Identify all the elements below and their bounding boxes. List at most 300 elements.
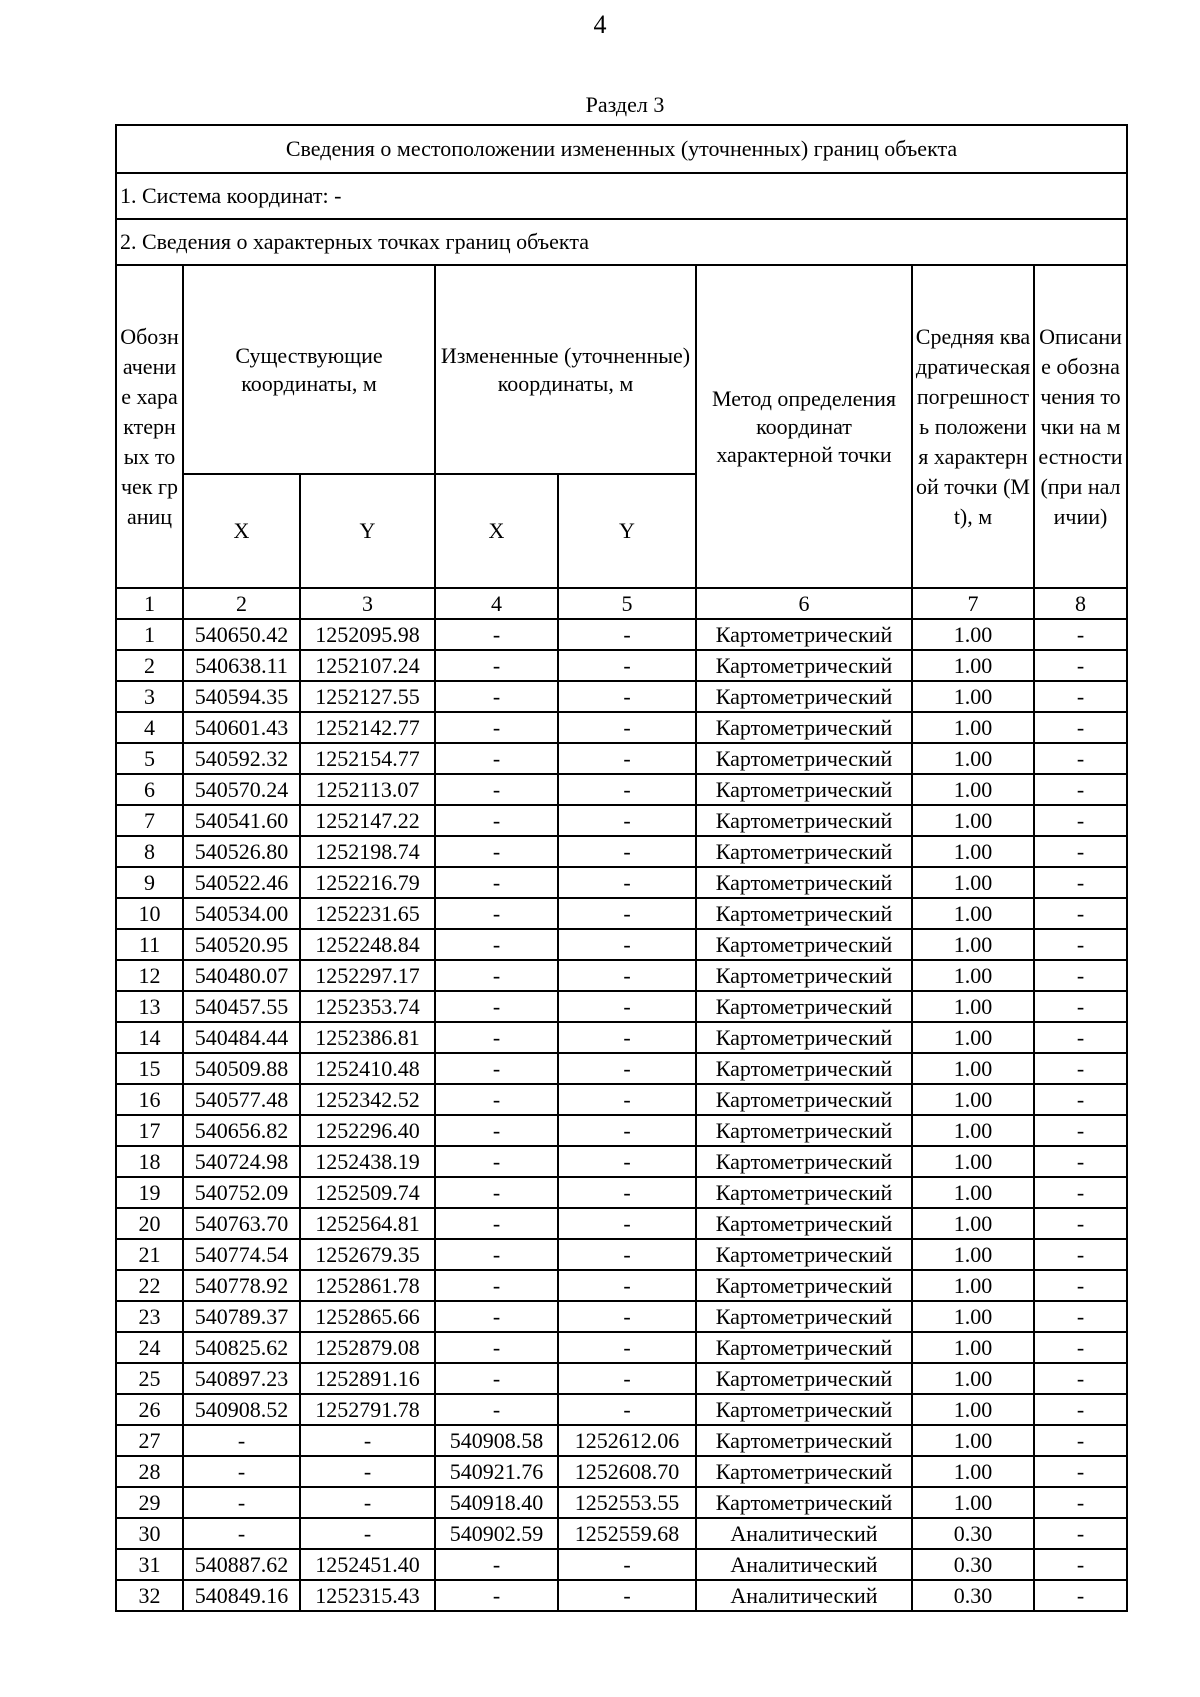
cell-changed-x: 540908.58 bbox=[435, 1425, 558, 1456]
cell-existing-x: 540534.00 bbox=[183, 898, 300, 929]
cell-mean-error: 1.00 bbox=[912, 712, 1034, 743]
cell-changed-y: - bbox=[558, 1549, 696, 1580]
table-row bbox=[116, 1084, 1127, 1115]
cell-changed-y: - bbox=[558, 836, 696, 867]
cell-existing-x: 540849.16 bbox=[183, 1580, 300, 1611]
cell-point-number: 1 bbox=[116, 619, 183, 650]
cell-method: Картометрический bbox=[696, 1022, 912, 1053]
cell-mean-error: 1.00 bbox=[912, 1115, 1034, 1146]
cell-method: Картометрический bbox=[696, 774, 912, 805]
cell-changed-y: - bbox=[558, 1394, 696, 1425]
cell-existing-x: - bbox=[183, 1518, 300, 1549]
cell-description: - bbox=[1034, 1456, 1127, 1487]
cell-method: Картометрический bbox=[696, 960, 912, 991]
cell-changed-x: - bbox=[435, 1146, 558, 1177]
cell-point-number: 20 bbox=[116, 1208, 183, 1239]
table-title: Сведения о местоположении измененных (уточненных) границ объекта bbox=[116, 125, 1127, 173]
cell-description: - bbox=[1034, 1084, 1127, 1115]
header-method: Метод определения координат характерной точки bbox=[696, 265, 912, 588]
column-numbers-row bbox=[116, 588, 1127, 619]
cell-existing-y: 1252142.77 bbox=[300, 712, 435, 743]
cell-point-number: 5 bbox=[116, 743, 183, 774]
table-row bbox=[116, 774, 1127, 805]
cell-changed-y: 1252608.70 bbox=[558, 1456, 696, 1487]
cell-existing-y: 1252891.16 bbox=[300, 1363, 435, 1394]
cell-mean-error: 1.00 bbox=[912, 1332, 1034, 1363]
cell-changed-y: - bbox=[558, 960, 696, 991]
cell-existing-x: 540650.42 bbox=[183, 619, 300, 650]
cell-existing-y: 1252296.40 bbox=[300, 1115, 435, 1146]
cell-method: Картометрический bbox=[696, 619, 912, 650]
cell-changed-y: - bbox=[558, 1053, 696, 1084]
cell-mean-error: 0.30 bbox=[912, 1580, 1034, 1611]
cell-changed-y: - bbox=[558, 805, 696, 836]
table-row bbox=[116, 1115, 1127, 1146]
cell-description: - bbox=[1034, 1580, 1127, 1611]
cell-method: Картометрический bbox=[696, 1301, 912, 1332]
cell-changed-x: - bbox=[435, 650, 558, 681]
cell-changed-y: - bbox=[558, 619, 696, 650]
cell-changed-y: - bbox=[558, 1580, 696, 1611]
cell-existing-x: 540570.24 bbox=[183, 774, 300, 805]
cell-existing-y: 1252342.52 bbox=[300, 1084, 435, 1115]
cell-description: - bbox=[1034, 681, 1127, 712]
header-description: Описание обозначения точки на местности (при наличии) bbox=[1034, 265, 1127, 588]
cell-point-number: 30 bbox=[116, 1518, 183, 1549]
cell-mean-error: 1.00 bbox=[912, 1239, 1034, 1270]
cell-changed-x: - bbox=[435, 1394, 558, 1425]
header-changed-coordinates: Измененные (уточненные) координаты, м bbox=[435, 265, 696, 474]
cell-point-number: 22 bbox=[116, 1270, 183, 1301]
cell-existing-x: 540724.98 bbox=[183, 1146, 300, 1177]
cell-existing-y: 1252410.48 bbox=[300, 1053, 435, 1084]
cell-existing-y: 1252095.98 bbox=[300, 619, 435, 650]
cell-point-number: 14 bbox=[116, 1022, 183, 1053]
cell-method: Картометрический bbox=[696, 1239, 912, 1270]
cell-description: - bbox=[1034, 960, 1127, 991]
cell-mean-error: 1.00 bbox=[912, 1394, 1034, 1425]
cell-point-number: 15 bbox=[116, 1053, 183, 1084]
table-row bbox=[116, 1208, 1127, 1239]
cell-description: - bbox=[1034, 898, 1127, 929]
cell-mean-error: 1.00 bbox=[912, 805, 1034, 836]
cell-existing-x: 540509.88 bbox=[183, 1053, 300, 1084]
cell-existing-y: 1252147.22 bbox=[300, 805, 435, 836]
cell-point-number: 29 bbox=[116, 1487, 183, 1518]
cell-existing-y: - bbox=[300, 1425, 435, 1456]
cell-changed-x: - bbox=[435, 1549, 558, 1580]
cell-point-number: 3 bbox=[116, 681, 183, 712]
cell-point-number: 19 bbox=[116, 1177, 183, 1208]
cell-method: Картометрический bbox=[696, 1487, 912, 1518]
cell-changed-y: - bbox=[558, 1301, 696, 1332]
column-number: 5 bbox=[558, 588, 696, 619]
cell-mean-error: 1.00 bbox=[912, 960, 1034, 991]
cell-point-number: 25 bbox=[116, 1363, 183, 1394]
cell-method: Картометрический bbox=[696, 898, 912, 929]
cell-description: - bbox=[1034, 929, 1127, 960]
cell-changed-y: - bbox=[558, 1177, 696, 1208]
cell-changed-x: - bbox=[435, 774, 558, 805]
cell-method: Картометрический bbox=[696, 1115, 912, 1146]
cell-description: - bbox=[1034, 1363, 1127, 1394]
table-row bbox=[116, 1332, 1127, 1363]
cell-point-number: 21 bbox=[116, 1239, 183, 1270]
cell-mean-error: 1.00 bbox=[912, 681, 1034, 712]
cell-description: - bbox=[1034, 1177, 1127, 1208]
cell-method: Картометрический bbox=[696, 1332, 912, 1363]
cell-changed-y: - bbox=[558, 650, 696, 681]
cell-changed-y: - bbox=[558, 991, 696, 1022]
cell-changed-x: - bbox=[435, 1580, 558, 1611]
cell-existing-x: 540480.07 bbox=[183, 960, 300, 991]
table-row bbox=[116, 1580, 1127, 1611]
cell-existing-x: 540601.43 bbox=[183, 712, 300, 743]
table-row bbox=[116, 1363, 1127, 1394]
cell-changed-x: 540902.59 bbox=[435, 1518, 558, 1549]
cell-changed-x: - bbox=[435, 898, 558, 929]
cell-mean-error: 1.00 bbox=[912, 650, 1034, 681]
cell-changed-y: - bbox=[558, 1332, 696, 1363]
cell-existing-y: 1252386.81 bbox=[300, 1022, 435, 1053]
cell-existing-x: - bbox=[183, 1487, 300, 1518]
cell-point-number: 24 bbox=[116, 1332, 183, 1363]
cell-existing-y: 1252679.35 bbox=[300, 1239, 435, 1270]
table-row bbox=[116, 1487, 1127, 1518]
cell-existing-x: 540638.11 bbox=[183, 650, 300, 681]
cell-existing-y: 1252154.77 bbox=[300, 743, 435, 774]
cell-existing-x: 540526.80 bbox=[183, 836, 300, 867]
cell-method: Картометрический bbox=[696, 650, 912, 681]
header-point-designation: Обозначение характерных точек границ bbox=[116, 265, 183, 588]
cell-point-number: 28 bbox=[116, 1456, 183, 1487]
cell-description: - bbox=[1034, 774, 1127, 805]
cell-method: Аналитический bbox=[696, 1549, 912, 1580]
cell-changed-x: - bbox=[435, 960, 558, 991]
cell-changed-x: - bbox=[435, 619, 558, 650]
header-mean-error: Средняя квадратическая погрешность положения характерной точки (Mt), м bbox=[912, 265, 1034, 588]
cell-changed-x: - bbox=[435, 1177, 558, 1208]
header-existing-y: Y bbox=[300, 474, 435, 588]
table-row bbox=[116, 1270, 1127, 1301]
boundary-points-table bbox=[115, 124, 1128, 1612]
column-number: 8 bbox=[1034, 588, 1127, 619]
column-number: 6 bbox=[696, 588, 912, 619]
cell-point-number: 23 bbox=[116, 1301, 183, 1332]
table-row bbox=[116, 898, 1127, 929]
table-row bbox=[116, 1549, 1127, 1580]
cell-existing-x: 540752.09 bbox=[183, 1177, 300, 1208]
cell-mean-error: 0.30 bbox=[912, 1549, 1034, 1580]
table-row bbox=[116, 1456, 1127, 1487]
cell-mean-error: 1.00 bbox=[912, 1208, 1034, 1239]
cell-description: - bbox=[1034, 1301, 1127, 1332]
cell-point-number: 26 bbox=[116, 1394, 183, 1425]
cell-description: - bbox=[1034, 743, 1127, 774]
table-row bbox=[116, 619, 1127, 650]
table-row bbox=[116, 1518, 1127, 1549]
cell-mean-error: 1.00 bbox=[912, 1177, 1034, 1208]
table-row bbox=[116, 960, 1127, 991]
cell-existing-y: 1252198.74 bbox=[300, 836, 435, 867]
column-number: 1 bbox=[116, 588, 183, 619]
cell-changed-x: - bbox=[435, 929, 558, 960]
cell-description: - bbox=[1034, 1394, 1127, 1425]
cell-description: - bbox=[1034, 1487, 1127, 1518]
cell-changed-y: - bbox=[558, 1022, 696, 1053]
cell-existing-x: 540789.37 bbox=[183, 1301, 300, 1332]
table-row bbox=[116, 1177, 1127, 1208]
cell-method: Аналитический bbox=[696, 1580, 912, 1611]
cell-point-number: 13 bbox=[116, 991, 183, 1022]
cell-changed-y: - bbox=[558, 1363, 696, 1394]
cell-existing-x: 540457.55 bbox=[183, 991, 300, 1022]
cell-description: - bbox=[1034, 867, 1127, 898]
table-row bbox=[116, 1394, 1127, 1425]
cell-changed-x: 540918.40 bbox=[435, 1487, 558, 1518]
header-existing-coordinates: Существующие координаты, м bbox=[183, 265, 435, 474]
cell-existing-x: 540522.46 bbox=[183, 867, 300, 898]
cell-existing-x: 540520.95 bbox=[183, 929, 300, 960]
cell-changed-x: 540921.76 bbox=[435, 1456, 558, 1487]
cell-description: - bbox=[1034, 1549, 1127, 1580]
column-number: 4 bbox=[435, 588, 558, 619]
cell-method: Картометрический bbox=[696, 1177, 912, 1208]
section-title: Раздел 3 bbox=[585, 92, 665, 117]
cell-mean-error: 1.00 bbox=[912, 1425, 1034, 1456]
cell-existing-y: 1252297.17 bbox=[300, 960, 435, 991]
cell-method: Картометрический bbox=[696, 991, 912, 1022]
cell-method: Картометрический bbox=[696, 1084, 912, 1115]
cell-method: Картометрический bbox=[696, 1270, 912, 1301]
cell-description: - bbox=[1034, 1053, 1127, 1084]
cell-changed-x: - bbox=[435, 805, 558, 836]
cell-existing-x: 540656.82 bbox=[183, 1115, 300, 1146]
cell-description: - bbox=[1034, 619, 1127, 650]
table-row bbox=[116, 836, 1127, 867]
table-row bbox=[116, 1053, 1127, 1084]
cell-existing-x: 540592.32 bbox=[183, 743, 300, 774]
points-table-body bbox=[116, 619, 1127, 1611]
cell-point-number: 6 bbox=[116, 774, 183, 805]
cell-mean-error: 1.00 bbox=[912, 1270, 1034, 1301]
cell-method: Картометрический bbox=[696, 929, 912, 960]
cell-existing-y: - bbox=[300, 1456, 435, 1487]
cell-method: Аналитический bbox=[696, 1518, 912, 1549]
cell-point-number: 2 bbox=[116, 650, 183, 681]
table-row bbox=[116, 1239, 1127, 1270]
cell-existing-x: 540774.54 bbox=[183, 1239, 300, 1270]
cell-point-number: 18 bbox=[116, 1146, 183, 1177]
column-number: 2 bbox=[183, 588, 300, 619]
cell-existing-y: - bbox=[300, 1518, 435, 1549]
cell-mean-error: 1.00 bbox=[912, 1146, 1034, 1177]
cell-mean-error: 0.30 bbox=[912, 1518, 1034, 1549]
cell-changed-y: - bbox=[558, 1115, 696, 1146]
cell-changed-y: - bbox=[558, 1208, 696, 1239]
cell-mean-error: 1.00 bbox=[912, 1363, 1034, 1394]
cell-existing-x: - bbox=[183, 1456, 300, 1487]
table-row bbox=[116, 1146, 1127, 1177]
cell-mean-error: 1.00 bbox=[912, 1301, 1034, 1332]
cell-point-number: 8 bbox=[116, 836, 183, 867]
cell-changed-y: - bbox=[558, 867, 696, 898]
cell-changed-y: - bbox=[558, 743, 696, 774]
table-row bbox=[116, 1022, 1127, 1053]
cell-changed-x: - bbox=[435, 681, 558, 712]
cell-point-number: 32 bbox=[116, 1580, 183, 1611]
cell-existing-y: - bbox=[300, 1487, 435, 1518]
cell-point-number: 17 bbox=[116, 1115, 183, 1146]
cell-method: Картометрический bbox=[696, 712, 912, 743]
cell-changed-y: 1252559.68 bbox=[558, 1518, 696, 1549]
cell-description: - bbox=[1034, 1425, 1127, 1456]
cell-changed-y: - bbox=[558, 1084, 696, 1115]
cell-changed-x: - bbox=[435, 712, 558, 743]
cell-description: - bbox=[1034, 1208, 1127, 1239]
cell-changed-y: - bbox=[558, 774, 696, 805]
page-number: 4 bbox=[593, 10, 607, 39]
cell-existing-y: 1252127.55 bbox=[300, 681, 435, 712]
table-row bbox=[116, 1301, 1127, 1332]
table-row bbox=[116, 681, 1127, 712]
cell-mean-error: 1.00 bbox=[912, 774, 1034, 805]
table-row bbox=[116, 712, 1127, 743]
table-row bbox=[116, 929, 1127, 960]
cell-description: - bbox=[1034, 991, 1127, 1022]
column-number: 3 bbox=[300, 588, 435, 619]
table-row bbox=[116, 805, 1127, 836]
cell-existing-x: 540763.70 bbox=[183, 1208, 300, 1239]
cell-description: - bbox=[1034, 1022, 1127, 1053]
cell-mean-error: 1.00 bbox=[912, 1456, 1034, 1487]
cell-existing-y: 1252248.84 bbox=[300, 929, 435, 960]
cell-description: - bbox=[1034, 1146, 1127, 1177]
cell-existing-y: 1252438.19 bbox=[300, 1146, 435, 1177]
cell-changed-x: - bbox=[435, 1208, 558, 1239]
cell-description: - bbox=[1034, 1270, 1127, 1301]
cell-changed-x: - bbox=[435, 1022, 558, 1053]
cell-method: Картометрический bbox=[696, 1394, 912, 1425]
cell-mean-error: 1.00 bbox=[912, 619, 1034, 650]
cell-point-number: 31 bbox=[116, 1549, 183, 1580]
cell-point-number: 27 bbox=[116, 1425, 183, 1456]
cell-mean-error: 1.00 bbox=[912, 1022, 1034, 1053]
table-row bbox=[116, 991, 1127, 1022]
cell-method: Картометрический bbox=[696, 1363, 912, 1394]
cell-mean-error: 1.00 bbox=[912, 991, 1034, 1022]
cell-mean-error: 1.00 bbox=[912, 1487, 1034, 1518]
cell-existing-x: 540908.52 bbox=[183, 1394, 300, 1425]
cell-mean-error: 1.00 bbox=[912, 836, 1034, 867]
cell-mean-error: 1.00 bbox=[912, 743, 1034, 774]
cell-point-number: 11 bbox=[116, 929, 183, 960]
cell-existing-y: 1252451.40 bbox=[300, 1549, 435, 1580]
cell-point-number: 9 bbox=[116, 867, 183, 898]
cell-existing-x: 540897.23 bbox=[183, 1363, 300, 1394]
cell-changed-y: - bbox=[558, 1270, 696, 1301]
cell-existing-y: 1252879.08 bbox=[300, 1332, 435, 1363]
cell-point-number: 10 bbox=[116, 898, 183, 929]
cell-method: Картометрический bbox=[696, 1146, 912, 1177]
cell-existing-x: 540541.60 bbox=[183, 805, 300, 836]
cell-changed-x: - bbox=[435, 1115, 558, 1146]
cell-method: Картометрический bbox=[696, 1053, 912, 1084]
cell-changed-x: - bbox=[435, 1053, 558, 1084]
cell-method: Картометрический bbox=[696, 1456, 912, 1487]
cell-mean-error: 1.00 bbox=[912, 1084, 1034, 1115]
cell-description: - bbox=[1034, 836, 1127, 867]
cell-changed-y: - bbox=[558, 898, 696, 929]
cell-changed-y: 1252612.06 bbox=[558, 1425, 696, 1456]
cell-mean-error: 1.00 bbox=[912, 898, 1034, 929]
cell-existing-y: 1252113.07 bbox=[300, 774, 435, 805]
cell-method: Картометрический bbox=[696, 1425, 912, 1456]
cell-existing-x: 540825.62 bbox=[183, 1332, 300, 1363]
cell-existing-y: 1252231.65 bbox=[300, 898, 435, 929]
cell-changed-y: - bbox=[558, 681, 696, 712]
cell-point-number: 7 bbox=[116, 805, 183, 836]
cell-existing-y: 1252315.43 bbox=[300, 1580, 435, 1611]
cell-changed-x: - bbox=[435, 1084, 558, 1115]
cell-existing-x: 540778.92 bbox=[183, 1270, 300, 1301]
cell-existing-x: 540484.44 bbox=[183, 1022, 300, 1053]
header-changed-y: Y bbox=[558, 474, 696, 588]
cell-changed-y: - bbox=[558, 1239, 696, 1270]
column-number: 7 bbox=[912, 588, 1034, 619]
cell-changed-x: - bbox=[435, 1270, 558, 1301]
cell-changed-x: - bbox=[435, 1301, 558, 1332]
cell-point-number: 12 bbox=[116, 960, 183, 991]
cell-changed-x: - bbox=[435, 991, 558, 1022]
cell-existing-y: 1252353.74 bbox=[300, 991, 435, 1022]
cell-changed-y: - bbox=[558, 712, 696, 743]
cell-description: - bbox=[1034, 650, 1127, 681]
cell-existing-y: 1252861.78 bbox=[300, 1270, 435, 1301]
cell-changed-x: - bbox=[435, 867, 558, 898]
cell-description: - bbox=[1034, 1332, 1127, 1363]
cell-description: - bbox=[1034, 805, 1127, 836]
table-row bbox=[116, 650, 1127, 681]
cell-existing-y: 1252865.66 bbox=[300, 1301, 435, 1332]
cell-existing-x: 540577.48 bbox=[183, 1084, 300, 1115]
cell-existing-y: 1252107.24 bbox=[300, 650, 435, 681]
cell-existing-x: 540887.62 bbox=[183, 1549, 300, 1580]
cell-description: - bbox=[1034, 712, 1127, 743]
cell-changed-y: - bbox=[558, 1146, 696, 1177]
cell-method: Картометрический bbox=[696, 867, 912, 898]
cell-point-number: 16 bbox=[116, 1084, 183, 1115]
cell-changed-y: 1252553.55 bbox=[558, 1487, 696, 1518]
points-caption: 2. Сведения о характерных точках границ объекта bbox=[116, 219, 1127, 265]
coordinate-system: 1. Система координат: - bbox=[116, 173, 1127, 219]
table-row bbox=[116, 743, 1127, 774]
cell-existing-x: - bbox=[183, 1425, 300, 1456]
cell-changed-x: - bbox=[435, 1332, 558, 1363]
cell-changed-y: - bbox=[558, 929, 696, 960]
table-row bbox=[116, 1425, 1127, 1456]
cell-existing-y: 1252564.81 bbox=[300, 1208, 435, 1239]
cell-description: - bbox=[1034, 1115, 1127, 1146]
cell-changed-x: - bbox=[435, 1363, 558, 1394]
cell-method: Картометрический bbox=[696, 681, 912, 712]
cell-changed-x: - bbox=[435, 743, 558, 774]
cell-mean-error: 1.00 bbox=[912, 929, 1034, 960]
table-row bbox=[116, 867, 1127, 898]
cell-method: Картометрический bbox=[696, 1208, 912, 1239]
header-changed-x: X bbox=[435, 474, 558, 588]
cell-existing-y: 1252509.74 bbox=[300, 1177, 435, 1208]
